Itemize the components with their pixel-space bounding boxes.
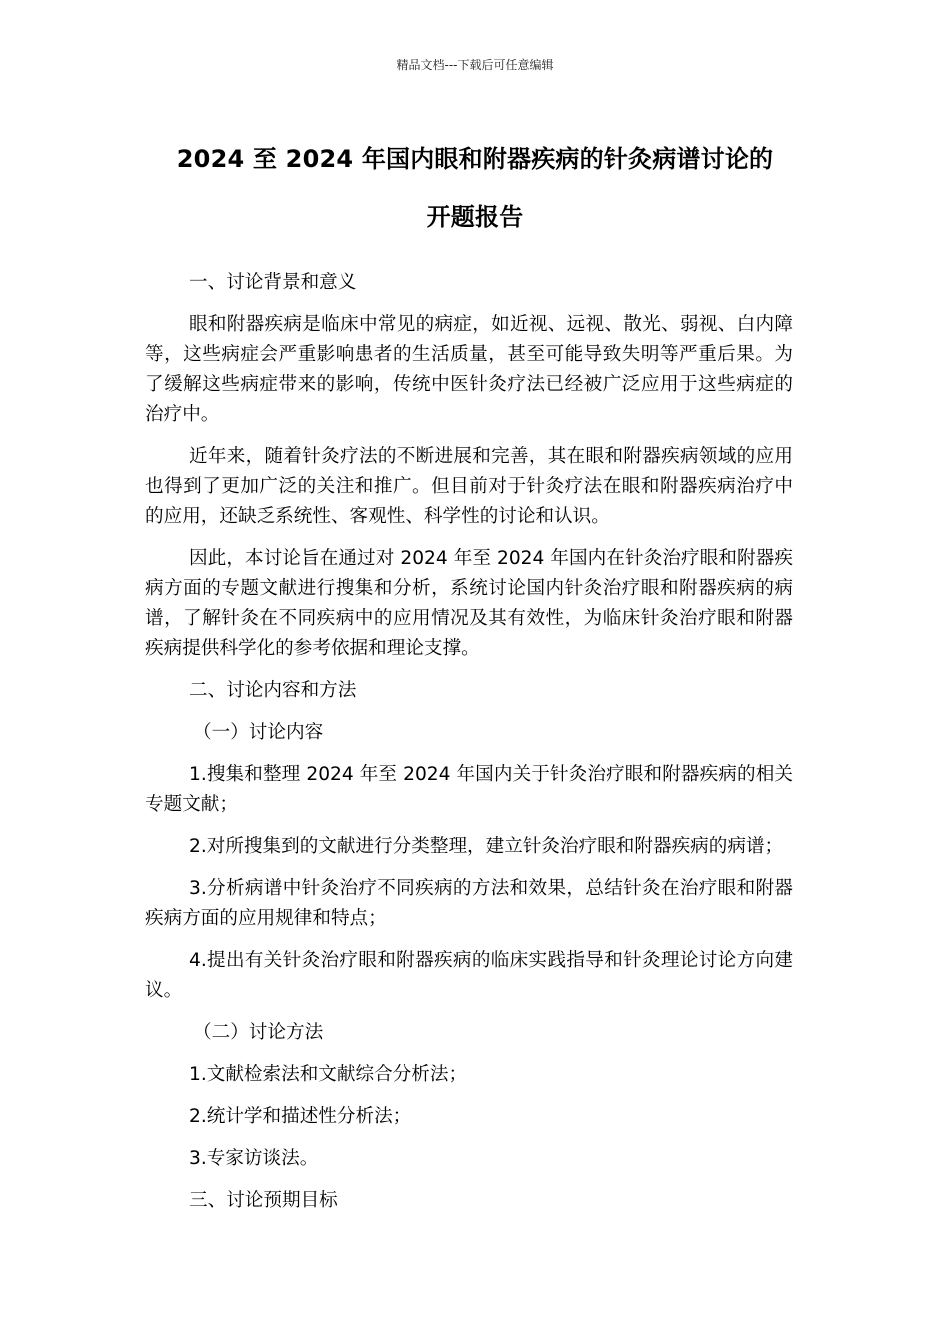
section-heading-2: 二、讨论内容和方法 xyxy=(189,680,357,701)
list-item: 3.专家访谈法。 xyxy=(189,1148,319,1169)
list-item: 2.对所搜集到的文献进行分类整理，建立针灸治疗眼和附器疾病的病谱； xyxy=(189,836,784,857)
document-title xyxy=(120,130,830,246)
section-heading-1: 一、讨论背景和意义 xyxy=(189,272,357,293)
subsection-heading-methods: （二）讨论方法 xyxy=(193,1022,324,1043)
paragraph: 因此，本讨论旨在通过对 2024 年至 2024 年国内在针灸治疗眼和附器疾病方面的专题文献进行搜集和分析，系统讨论国内针灸治疗眼和附器疾病的病谱，了解针灸在不同疾病中的应用情况及其有效性，为临床针灸治疗眼和附器疾病提供科学化的参考依据和理论支撑。 xyxy=(145,548,793,659)
document-body xyxy=(145,268,793,1228)
list-item: 1.搜集和整理 2024 年至 2024 年国内关于针灸治疗眼和附器疾病的相关专题文献； xyxy=(145,764,793,815)
section-heading-3: 三、讨论预期目标 xyxy=(189,1190,338,1211)
list-item: 3.分析病谱中针灸治疗不同疾病的方法和效果，总结针灸在治疗眼和附器疾病方面的应用规律和特点； xyxy=(145,878,793,929)
paragraph: 近年来，随着针灸疗法的不断进展和完善，其在眼和附器疾病领域的应用也得到了更加广泛的关注和推广。但目前对于针灸疗法在眼和附器疾病治疗中的应用，还缺乏系统性、客观性、科学性的讨论和认识。 xyxy=(145,446,793,527)
list-item: 4.提出有关针灸治疗眼和附器疾病的临床实践指导和针灸理论讨论方向建议。 xyxy=(145,950,793,1001)
paragraph: 眼和附器疾病是临床中常见的病症，如近视、远视、散光、弱视、白内障等，这些病症会严重影响患者的生活质量，甚至可能导致失明等严重后果。为了缓解这些病症带来的影响，传统中医针灸疗法已经被广泛应用于这些病症的治疗中。 xyxy=(145,314,793,425)
list-item: 2.统计学和描述性分析法； xyxy=(189,1106,412,1127)
title-line-1: 2024 至 2024 年国内眼和附器疾病的针灸病谱讨论的 xyxy=(176,145,774,173)
title-line-2: 开题报告 xyxy=(426,203,524,231)
list-item: 1.文献检索法和文献综合分析法； xyxy=(189,1064,468,1085)
page-header-watermark: 精品文档---下载后可任意编辑 xyxy=(396,58,554,72)
subsection-heading-content: （一）讨论内容 xyxy=(193,722,324,743)
